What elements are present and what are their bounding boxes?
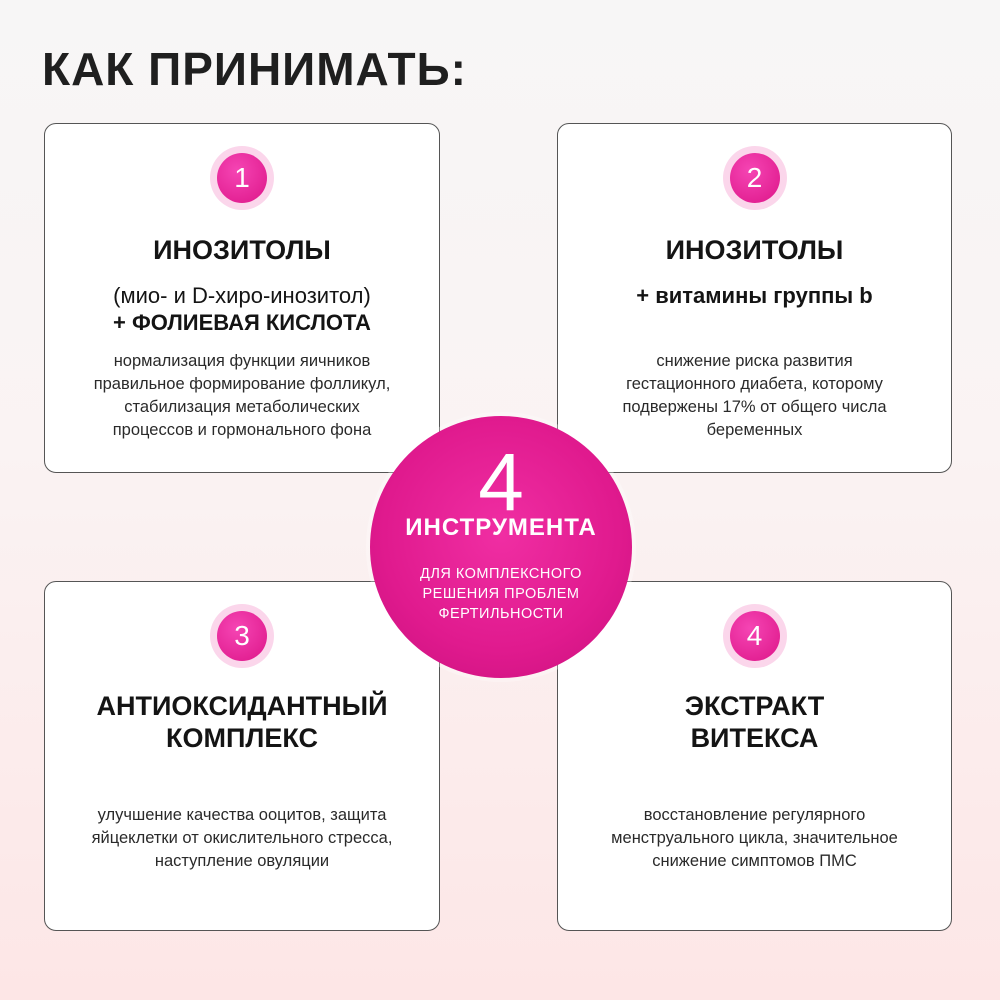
step-description-line: процессов и гормонального фона	[112, 421, 372, 439]
step-title-line: ИНОЗИТОЛЫ	[665, 235, 844, 265]
step-description-line: беременных	[706, 421, 803, 439]
step-number: 1	[217, 153, 267, 203]
step-title	[558, 690, 951, 754]
center-circle	[370, 416, 632, 678]
step-subtitle-line: + ФОЛИЕВАЯ КИСЛОТА	[113, 310, 371, 335]
step-description	[568, 350, 941, 442]
page-title: КАК ПРИНИМАТЬ:	[42, 43, 467, 95]
step-title-line: КОМПЛЕКС	[166, 723, 318, 753]
step-description-line: гестационного диабета, которому	[626, 375, 883, 393]
center-label: ИНСТРУМЕНТА	[405, 514, 597, 541]
step-description-line: менструального цикла, значительное	[611, 829, 898, 847]
step-description-line: улучшение качества ооцитов, защита	[97, 806, 387, 824]
step-card-1	[44, 123, 440, 473]
step-number-badge	[210, 604, 274, 668]
center-description-line: РЕШЕНИЯ ПРОБЛЕМ	[422, 586, 580, 602]
step-description-line: нормализация функции яичников	[113, 352, 371, 370]
step-description-line: снижение риска развития	[656, 352, 853, 370]
center-number: 4	[478, 437, 524, 528]
step-description-line: снижение симптомов ПМС	[652, 852, 857, 870]
step-description-line: подвержены 17% от общего числа	[622, 398, 887, 416]
step-description	[55, 804, 429, 873]
step-title-line: ЭКСТРАКТ	[684, 691, 825, 721]
step-number-badge	[210, 146, 274, 210]
step-number-badge	[723, 146, 787, 210]
step-description-line: наступление овуляции	[154, 852, 330, 870]
step-title	[45, 690, 439, 754]
step-description-line: стабилизация метаболических	[124, 398, 360, 416]
step-number: 3	[217, 611, 267, 661]
step-subtitle	[558, 282, 951, 309]
step-description-line: яйцеклетки от окислительного стресса,	[91, 829, 393, 847]
step-subtitle-line: (мио- и D-хиро-инозитол)	[113, 283, 371, 308]
step-number-badge	[723, 604, 787, 668]
step-subtitle	[45, 282, 439, 336]
step-description	[568, 804, 941, 873]
step-card-2	[557, 123, 952, 473]
step-description-line: правильное формирование фолликул,	[93, 375, 391, 393]
step-title	[558, 234, 951, 266]
step-title-line: ИНОЗИТОЛЫ	[153, 235, 331, 265]
step-card-4	[557, 581, 952, 931]
step-card-3	[44, 581, 440, 931]
center-description-line: ФЕРТИЛЬНОСТИ	[438, 606, 564, 622]
step-title	[45, 234, 439, 266]
step-description-line: восстановление регулярного	[643, 806, 866, 824]
center-description	[390, 564, 612, 624]
step-number: 2	[730, 153, 780, 203]
step-title-line: АНТИОКСИДАНТНЫЙ	[96, 691, 388, 721]
step-title-line: ВИТЕКСА	[690, 723, 819, 753]
center-description-line: ДЛЯ КОМПЛЕКСНОГО	[420, 566, 582, 582]
step-subtitle-line: + витамины группы b	[636, 283, 873, 308]
step-number: 4	[730, 611, 780, 661]
step-description	[55, 350, 429, 442]
